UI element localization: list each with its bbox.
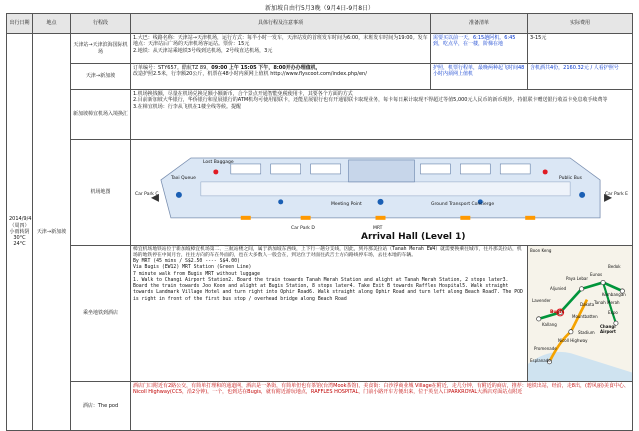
airport-map-title: Arrival Hall (Level 1): [361, 232, 466, 242]
mrt-label-expo: Expo: [608, 309, 618, 315]
header-notes: 具体行程及注意事项: [131, 14, 431, 34]
day-date-cell: [7, 34, 33, 431]
cost-flight: 含机酒共4份，2160.32元 / 人看护照号: [528, 64, 633, 90]
header-date: 出行日期: [7, 14, 33, 34]
itinerary-table: [6, 13, 633, 431]
airport-map: [131, 140, 632, 245]
day-place-cell: [33, 34, 71, 431]
flight-baggage: 改造护照2.5米，行李额20公斤，机票在48小时内须网上值机 http://www.flyscoot.com/index.php/en/: [133, 71, 367, 78]
document-title: 新加坡自由行5月3晚（9月4日-9月8日）: [264, 5, 375, 12]
notes-hotel: 酒店门口附近有2路公交，有简单打理和的通道网，酒店是一条街，有简单但也有茶馆(台湾Mook茶馆)，美食街：白沙浮商业城 Village在附近，走几分钟，有附近的商店，推荐：地铁出站，经沿，走8出，(碧风丽)美食中心、Nicoll Highway(CC5，沿2分钟)，一个，也到达在Bugis，就有附近游玩地点，RAFFLES HOSPITAL，门前小路开车方便出来，位于英皇入口PARKROYAL大酒店对面站点附近: [131, 381, 633, 430]
mrt-cost: By MRT (45 mins / S$2.50 ---- S$4.00): [133, 259, 240, 265]
mrt-via: Via Bugis (EW12) MRT Station (Green Line): [133, 265, 252, 271]
prep-airport-transfer: 需要买以前一天，6:15趟阿机。6:45到，吃点早，在一楼，阶梯在地: [431, 34, 528, 64]
mrt-label-mountbatten: Mountbatten: [572, 313, 598, 319]
label-carpark-e: Car Park E: [604, 192, 628, 197]
header-prep: 准备清单: [431, 14, 528, 34]
notes-arrival: [131, 90, 633, 140]
segment-hotel: 酒店：The pod: [71, 381, 131, 430]
segment-airport-transfer: 天津站→天津滨海国际机场: [71, 34, 131, 64]
mrt-map: [528, 246, 632, 381]
mrt-label-paya-lebar: Paya Lebar: [566, 275, 589, 281]
mrt-label-aljunied: Aljunied: [550, 285, 567, 291]
notes-metro: 2.地铁：从天津站乘地铁3号线到达机场，2号线直达机场，3元: [133, 47, 273, 54]
mrt-label-changi: Changi Airport: [600, 323, 616, 334]
mrt-label-kembangan: Kembangan: [602, 291, 626, 297]
label-bus: Public Bus: [558, 176, 582, 181]
label-taxi: Taxi Queue: [171, 176, 196, 181]
cost-airport-transfer: 3-15元: [528, 34, 633, 64]
mrt-steps: 1. Walk to Changi Airport Station2. Board the train towards Tanah Merah Station and alight at Tanah Merah Station, 2 stops later3. Board the train towards Joo Koon and alight at Bugis Station, 8 stops later4. Take Exit B towards Raffles Hospital5. Walk straight towards Landmark Village Hotel and turn right into Ophir Road6. Walk straight along Ophir Road and turn left along Beach Road7. The POD is right in front of the first bus stop / overhead bridge along Beach Road: [133, 277, 523, 302]
notes-airport-transfer: [131, 34, 431, 64]
mrt-intro: 樟宜机场地铁站位于新加坡樟宜机场第二、三航站楼之间，属于新加坡东西线，上下行一趟分支线，因此，到丹那美拉站（Tanah Merah EW4）就需要换乘往城市，往丹那美拉站，机场的地铁停在中间月台，往往方向的车在外面的，也在大多数人一般会在，到达位于对面往武吉士方向路线停车场，去往本地的车辆。: [133, 246, 522, 259]
mrt-label-esplanade: Esplanade: [530, 357, 551, 363]
label-carpark-c: Car Park C: [135, 192, 159, 197]
notes-flight: [131, 64, 431, 90]
arrival-note-3: 3.在樟宜机场：行李从飞机在1楼全线等候。提醒: [133, 103, 241, 110]
header-itinerary: 行程段: [71, 14, 131, 34]
prep-flight: 护照，机票行程单，最晚两种起飞时间48小时内须网上值机: [431, 64, 528, 90]
segment-airport-map: 机场地图: [71, 140, 131, 246]
mrt-label-tanah-merah: Tanah Merah: [594, 299, 620, 305]
day-place: 天津→新加坡: [36, 228, 67, 235]
segment-flight: 天津→新加坡: [71, 64, 131, 90]
header-place: 地点: [33, 14, 71, 34]
notes-mrt: [131, 245, 528, 381]
day-date: 2014/9/4（周四）小雨转阴 30°C 24°C: [9, 216, 32, 248]
flight-time: 09:00 上午 15:05 下午，8:00开办办理值机，: [211, 65, 321, 71]
mrt-label-eunos: Eunos: [590, 271, 603, 277]
label-ground: Ground Transport Concierge: [431, 202, 495, 207]
mrt-label-bugis: Bugis: [550, 309, 565, 315]
mrt-label-dakota: Dakota: [580, 301, 595, 307]
mrt-label-stadium: Stadium: [578, 329, 595, 335]
mrt-label-boon-keng: Boon Keng: [530, 247, 552, 253]
label-mrt: MRT: [373, 226, 383, 231]
label-meeting: Meeting Point: [331, 202, 362, 207]
notes-bus: 1.大巴：线路名称：天津站→天津机场，运行方式：每半小时一发车，天津站发的首班发车时间为6:00，末班发车时间为19:00。发车地点：天津站后广场的天津机场客运站。票价：15元: [133, 35, 428, 48]
label-lost-baggage: Lost Baggage: [203, 160, 234, 165]
mrt-map-cell: [528, 245, 633, 381]
mrt-label-lavender: Lavender: [532, 297, 551, 303]
flight-number: 订单编号：STY657。酷航TZ 89，: [133, 65, 212, 71]
header-cost: 实际费用: [528, 14, 633, 34]
airport-map-cell: [131, 140, 633, 246]
mrt-walk: 7 minute walk from Bugis MRT without luggage: [133, 271, 261, 277]
segment-arrival: 新加坡樟宜机场入境换汇: [71, 90, 131, 140]
mrt-label-kallang: Kallang: [542, 321, 557, 327]
arrival-note-1: 1.机场换钱额，尽量在机场兑换足额小额新币，合个景点开通智能免税使用卡，其要各个方面的方式: [133, 91, 353, 97]
arrival-note-2: 2.目前新加坡大华银行，华侨银行和星展银行的ATM机均可使用银联卡，还能星展银行也有开通银联卡取现业务，每卡每日累计取现不得超过等值5,000元人民币的新币现钞，持银联卡赠送银行收益卡免息收手续费等: [133, 97, 608, 104]
mrt-label-bedok: Bedok: [608, 263, 621, 269]
label-carpark-d: Car Park D: [291, 226, 315, 231]
mrt-label-promenade: Promenade: [534, 345, 557, 351]
mrt-label-nicoll: Nicoll Highway: [558, 337, 588, 343]
segment-mrt: 乘坐地铁到酒店: [71, 245, 131, 381]
